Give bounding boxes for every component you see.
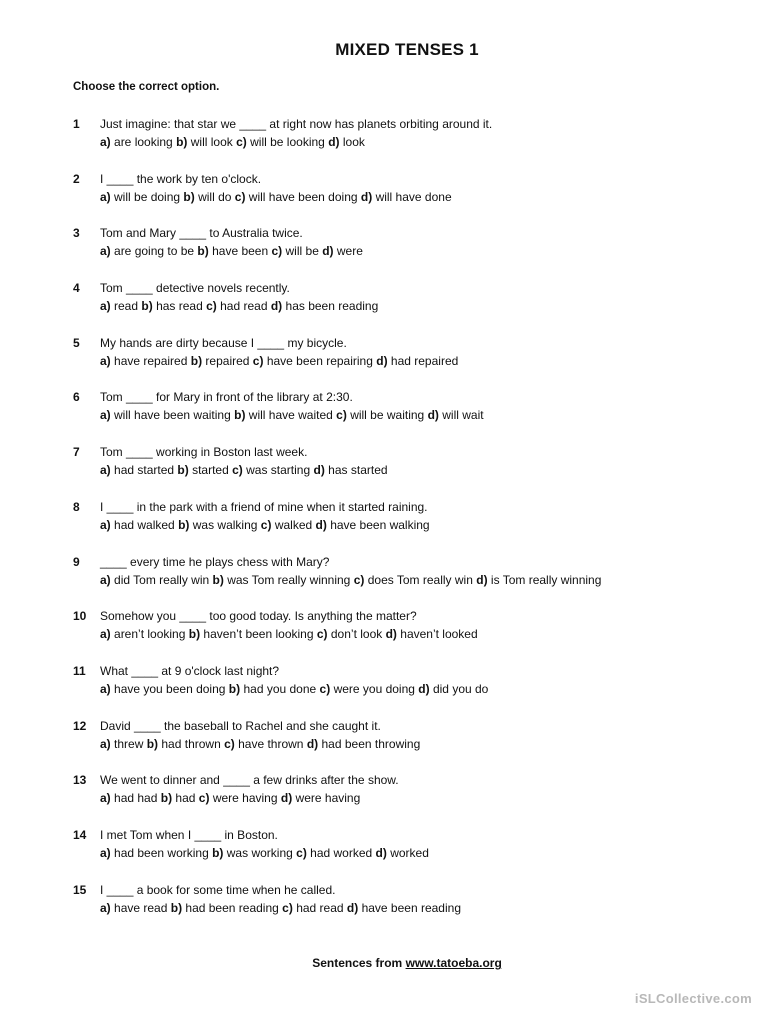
option-letter: d) (270, 299, 283, 314)
option-text: repaired (205, 353, 250, 368)
option-letter: c) (260, 517, 272, 532)
option-letter: c) (316, 627, 328, 642)
question-text: Tom ____ working in Boston last week. (100, 445, 308, 460)
option-text: had worked (310, 845, 373, 860)
option-text: will have been waiting (114, 408, 231, 423)
question-item (0, 664, 768, 719)
option-letter: d) (476, 572, 488, 587)
option-text: will have been doing (248, 189, 358, 204)
question-text: ____ every time he plays chess with Mary? (100, 554, 330, 569)
option-text: will do (198, 189, 232, 204)
option-letter: b) (197, 244, 209, 259)
question-text: I ____ a book for some time when he called. (100, 882, 336, 897)
question-number: 4 (73, 281, 80, 296)
option-text: had started (114, 463, 175, 478)
option-letter: a) (100, 189, 111, 204)
option-letter: a) (100, 845, 111, 860)
question-text: I ____ in the park with a friend of mine when it started raining. (100, 499, 428, 514)
option-letter: b) (188, 627, 201, 642)
question-text: Just imagine: that star we ____ at right now has planets orbiting around it. (100, 117, 493, 131)
question-item (0, 555, 768, 610)
option-letter: a) (100, 572, 111, 587)
option-text: have been walking (330, 517, 430, 532)
question-number: 1 (73, 117, 80, 131)
option-text: is Tom really winning (490, 572, 602, 587)
option-letter: c) (234, 189, 246, 204)
option-text: started (192, 463, 229, 478)
option-text: will have waited (248, 408, 333, 423)
question-number: 8 (73, 499, 80, 514)
option-letter: d) (306, 736, 319, 751)
answer-options (100, 408, 484, 422)
question-number: 14 (73, 827, 87, 842)
answer-options (100, 463, 388, 477)
question-item (0, 281, 768, 336)
option-letter: b) (212, 572, 224, 587)
option-text: have been repairing (266, 353, 373, 368)
option-letter: a) (100, 736, 111, 751)
question-number: 12 (73, 718, 87, 733)
option-text: have been (212, 244, 269, 259)
question-list (0, 117, 768, 937)
question-item (0, 390, 768, 445)
option-text: has read (156, 299, 203, 314)
answer-options (100, 135, 365, 149)
option-letter: b) (228, 681, 241, 696)
question-item (0, 609, 768, 664)
option-letter: d) (427, 408, 439, 423)
option-letter: a) (100, 627, 111, 642)
option-letter: a) (100, 900, 111, 915)
option-letter: a) (100, 463, 111, 478)
question-item (0, 500, 768, 555)
question-text: What ____ at 9 o'clock last night? (100, 663, 280, 678)
option-letter: b) (190, 353, 203, 368)
option-letter: b) (176, 135, 188, 149)
option-letter: c) (282, 900, 293, 915)
option-text: look (342, 135, 365, 149)
answer-options (100, 518, 430, 532)
option-text: have thrown (238, 736, 304, 751)
option-letter: d) (328, 135, 340, 149)
option-letter: a) (100, 353, 111, 368)
question-number: 3 (73, 226, 80, 241)
option-text: will be waiting (350, 408, 425, 423)
option-text: had (175, 791, 196, 806)
option-text: was walking (192, 517, 258, 532)
question-number: 11 (73, 663, 86, 678)
question-item (0, 172, 768, 227)
answer-options (100, 682, 488, 696)
question-number: 2 (73, 171, 80, 186)
option-text: don’t look (330, 627, 383, 642)
option-text: had read (220, 299, 268, 314)
option-text: walked (274, 517, 313, 532)
option-text: had read (296, 900, 344, 915)
question-number: 7 (73, 445, 80, 460)
question-text: Tom and Mary ____ to Australia twice. (100, 226, 303, 241)
option-letter: a) (100, 408, 111, 423)
question-text: Tom ____ detective novels recently. (100, 281, 290, 296)
option-letter: b) (178, 517, 190, 532)
answer-options (100, 354, 458, 368)
question-item (0, 336, 768, 391)
option-letter: c) (296, 845, 307, 860)
option-text: had thrown (161, 736, 221, 751)
option-text: had been throwing (321, 736, 421, 751)
option-letter: c) (271, 244, 283, 259)
option-text: aren’t looking (114, 627, 186, 642)
question-text: My hands are dirty because I ____ my bicycle. (100, 335, 347, 350)
answer-options (100, 901, 461, 915)
option-letter: a) (100, 681, 111, 696)
option-letter: d) (315, 517, 327, 532)
question-item (0, 226, 768, 281)
option-letter: d) (418, 681, 430, 696)
option-text: have repaired (114, 353, 188, 368)
option-letter: a) (100, 791, 111, 806)
question-number: 5 (73, 335, 80, 350)
option-text: were having (212, 791, 278, 806)
option-text: was working (226, 845, 293, 860)
option-letter: a) (100, 135, 111, 149)
option-letter: b) (141, 299, 153, 314)
question-number: 9 (73, 554, 80, 569)
option-letter: c) (198, 791, 210, 806)
worksheet-title: MIXED TENSES 1 (335, 40, 479, 59)
option-text: read (114, 299, 139, 314)
option-text: was starting (246, 463, 311, 478)
option-text: has been reading (285, 299, 379, 314)
option-text: have been reading (361, 900, 461, 915)
option-letter: c) (336, 408, 347, 423)
answer-options (100, 791, 360, 805)
question-text: I ____ the work by ten o'clock. (100, 171, 262, 186)
question-text: David ____ the baseball to Rachel and she caught it. (100, 718, 381, 733)
option-letter: b) (212, 845, 224, 860)
answer-options (100, 627, 478, 641)
option-text: will have done (375, 189, 452, 204)
option-letter: c) (319, 681, 331, 696)
footer-prefix: Sentences from (312, 956, 406, 970)
option-text: threw (114, 736, 144, 751)
option-text: had you done (243, 681, 317, 696)
option-text: were having (295, 791, 361, 806)
option-letter: a) (100, 299, 111, 314)
option-text: haven’t been looking (203, 627, 314, 642)
option-text: was Tom really winning (227, 572, 351, 587)
option-text: were (336, 244, 363, 259)
option-letter: d) (313, 463, 325, 478)
question-item (0, 117, 768, 172)
option-text: haven’t looked (400, 627, 478, 642)
option-text: had had (114, 791, 158, 806)
question-item (0, 719, 768, 774)
option-letter: a) (100, 517, 111, 532)
option-text: have read (114, 900, 168, 915)
option-letter: b) (146, 736, 159, 751)
question-text: Tom ____ for Mary in front of the library at 2:30. (100, 390, 353, 405)
option-letter: d) (322, 244, 334, 259)
question-item (0, 445, 768, 500)
option-text: will be doing (114, 189, 181, 204)
question-number: 15 (73, 882, 87, 897)
option-letter: b) (234, 408, 246, 423)
option-letter: b) (177, 463, 189, 478)
option-letter: d) (360, 189, 373, 204)
question-number: 10 (73, 609, 87, 624)
question-number: 6 (73, 390, 80, 405)
option-text: will wait (442, 408, 484, 423)
option-text: had repaired (390, 353, 459, 368)
watermark: iSLCollective.com (634, 991, 752, 1006)
option-text: did Tom really win (114, 572, 210, 587)
option-letter: c) (353, 572, 365, 587)
answer-options (100, 737, 420, 751)
question-text: Somehow you ____ too good today. Is anything the matter? (100, 609, 417, 624)
option-text: had been reading (185, 900, 279, 915)
option-text: are going to be (114, 244, 195, 259)
option-text: will be (285, 244, 319, 259)
instructions: Choose the correct option. (73, 81, 220, 93)
option-text: does Tom really win (367, 572, 473, 587)
option-text: have you been doing (114, 681, 226, 696)
answer-options (100, 573, 601, 587)
option-text: were you doing (333, 681, 415, 696)
option-text: did you do (432, 681, 489, 696)
question-item (0, 828, 768, 883)
option-letter: c) (236, 135, 247, 149)
tatoeba-link[interactable]: www.tatoeba.org (405, 956, 502, 970)
option-letter: c) (232, 463, 243, 478)
option-text: has started (328, 463, 388, 478)
option-letter: b) (160, 791, 173, 806)
option-text: will look (190, 135, 233, 149)
option-letter: c) (224, 736, 235, 751)
question-item (0, 883, 768, 938)
option-letter: d) (376, 353, 388, 368)
answer-options (100, 299, 378, 313)
option-letter: a) (100, 244, 111, 259)
option-text: worked (390, 845, 429, 860)
option-text: had been working (114, 845, 209, 860)
answer-options (100, 846, 429, 860)
question-item (0, 773, 768, 828)
option-letter: c) (252, 353, 264, 368)
answer-options (100, 244, 363, 258)
option-letter: d) (280, 791, 293, 806)
option-letter: d) (385, 627, 397, 642)
question-number: 13 (73, 773, 87, 788)
option-letter: d) (346, 900, 359, 915)
footer (0, 956, 768, 970)
option-letter: b) (183, 189, 195, 204)
option-letter: d) (375, 845, 387, 860)
option-letter: b) (170, 900, 183, 915)
option-text: are looking (114, 135, 173, 149)
question-text: We went to dinner and ____ a few drinks after the show. (100, 773, 399, 788)
option-text: will be looking (250, 135, 325, 149)
question-text: I met Tom when I ____ in Boston. (100, 827, 278, 842)
option-letter: c) (206, 299, 217, 314)
answer-options (100, 190, 452, 204)
option-text: had walked (114, 517, 175, 532)
